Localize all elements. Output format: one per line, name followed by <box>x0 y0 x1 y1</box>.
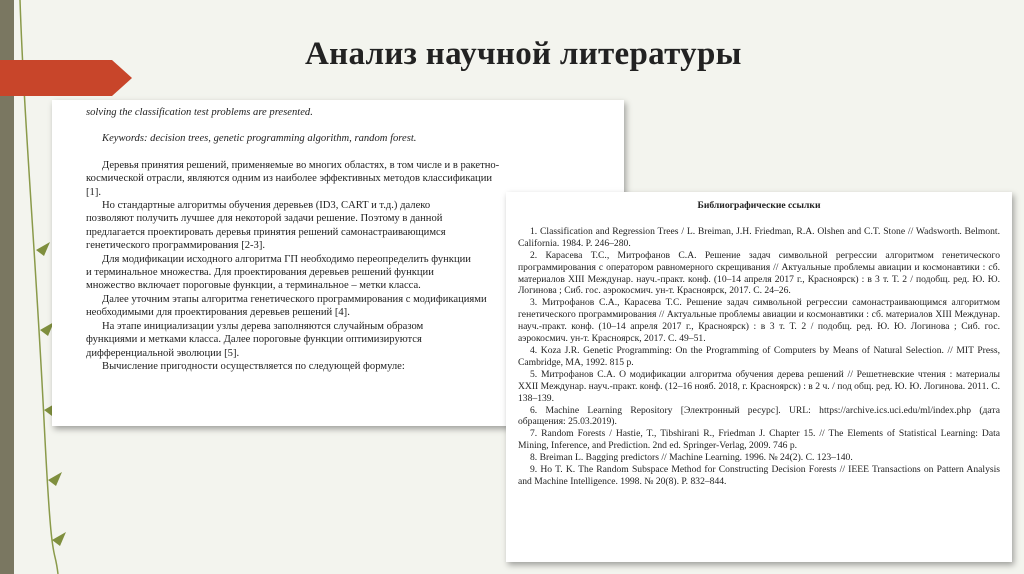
paper-line: дифференциальной эволюции [5]. <box>86 347 240 359</box>
paper-line: Для модификации исходного алгоритма ГП необходимо переопределить функции <box>102 253 471 265</box>
paper-line <box>86 119 606 132</box>
bibliography-text <box>506 192 1012 488</box>
bibliography-entry: 9. Ho T. K. The Random Subspace Method for Constructing Decision Forests // IEEE Transactions on Pattern Analysis and Machine Intelligence. 1998. № 20(8). P. 832–844. <box>518 464 1000 487</box>
bibliography-heading: Библиографические ссылки <box>697 200 821 211</box>
paper-line: функциями и метками класса. Далее пороговые функции оптимизируются <box>86 334 422 346</box>
bibliography-entry: 8. Breiman L. Bagging predictors // Machine Learning. 1996. № 24(2). С. 123–140. <box>530 452 853 464</box>
bibliography-page <box>506 192 1012 562</box>
paper-line: [1]. <box>86 186 102 198</box>
paper-line: Далее уточним этапы алгоритма генетического программирования с модификациями <box>102 293 487 305</box>
bibliography-entry: 2. Карасева Т.С., Митрофанов С.А. Решение задач символьной регрессии алгоритмом генетического программирования с оператором равномерного скрещивания // Актуальные проблемы авиации и космонавтики : сб. материалов XIII Междунар. науч.-практ. конф. (10–14 апреля 2017 г., Красноярск) : в 3 т. Т. 2 / подобщ. ред. Ю. Ю. Логинова ; Сиб. гос. аэрокосмич. ун-т. Красноярск, 2017. С. 24–26. <box>518 249 1000 297</box>
paper-line: предлагается проектировать деревья принятия решений самонастраивающимся <box>86 226 446 238</box>
paper-line: космической отрасли, являются одним из наиболее эффективных методов классификации <box>86 173 493 185</box>
paper-line: позволяют получить лучшее для некоторой задачи решение. Поэтому в данной <box>86 213 443 225</box>
paper-line: Keywords: decision trees, genetic programming algorithm, random forest. <box>102 133 417 145</box>
paper-line: генетического программирования [2-3]. <box>86 240 266 252</box>
bibliography-entry: 5. Митрофанов С.А. О модификации алгоритма обучения дерева решений // Решетневские чтения : материалы XXII Междунар. науч.-практ. конф. (12–16 нояб. 2018, г. Красноярск) : в 2 ч. / под общ. ред. Ю. Ю. Логинова. 2011. С. 138–139. <box>518 368 1000 404</box>
paper-line: необходимыми для проектирования деревьев решений [4]. <box>86 307 350 319</box>
paper-line: solving the classification test problems are presented. <box>86 107 313 118</box>
bibliography-entry: 7. Random Forests / Hastie, T., Tibshirani R., Friedman J. Chapter 15. // The Elements of Statistical Learning: Data Mining, Inference, and Prediction. 2nd ed. Springer-Verlag, 2009. 746 p. <box>518 428 1000 452</box>
paper-line: множество включает пороговые функции, а терминальное – метки класса. <box>86 280 421 292</box>
paper-line: Деревья принятия решений, применяемые во многих областях, в том числе и в ракетно- <box>102 159 500 171</box>
bibliography-entry: 6. Machine Learning Repository [Электронный ресурс]. URL: https://archive.ics.uci.edu/ml/index.php (дата обращения: 25.03.2019). <box>518 404 1000 428</box>
bibliography-list <box>518 226 1000 488</box>
paper-line: Вычисление пригодности осуществляется по следующей формуле: <box>102 360 405 372</box>
bibliography-entry: 3. Митрофанов С.А., Карасева Т.С. Решение задач символьной регрессии самонастраивающимся алгоритмом генетического программирования // Актуальные проблемы авиации и космонавтики : сб. материалов XIII Междунар. науч.-практ. конф. (10–14 апреля 2017 г., Красноярск) : в 3 т. Т. 2 / подобщ. ред. Ю. Ю. Логинова ; Сиб. гос. аэрокосмич. ун-т. Красноярск, 2017. С. 49–51. <box>518 297 1000 345</box>
title-arrow-tab <box>0 60 132 96</box>
slide-title: Анализ научной литературы <box>305 36 742 72</box>
bibliography-entry: 1. Classification and Regression Trees / L. Breiman, J.H. Friedman, R.A. Olshen and C.T. Stone // Wadsworth. Belmont. California. 1984. P. 246–280. <box>518 225 1000 249</box>
paper-line: и терминальное множества. Для проектирования деревьев решений функции <box>86 267 434 279</box>
bibliography-entry: 4. Koza J.R. Genetic Programming: On the Programming of Computers by Means of Natural Selection. // MIT Press, Cambridge, MA, 1992. 815 p. <box>518 344 1000 368</box>
paper-line: Но стандартные алгоритмы обучения деревьев (ID3, CART и т.д.) далеко <box>102 200 431 212</box>
paper-line <box>86 146 606 159</box>
paper-line: На этапе инициализации узлы дерева заполняются случайным образом <box>102 320 424 332</box>
